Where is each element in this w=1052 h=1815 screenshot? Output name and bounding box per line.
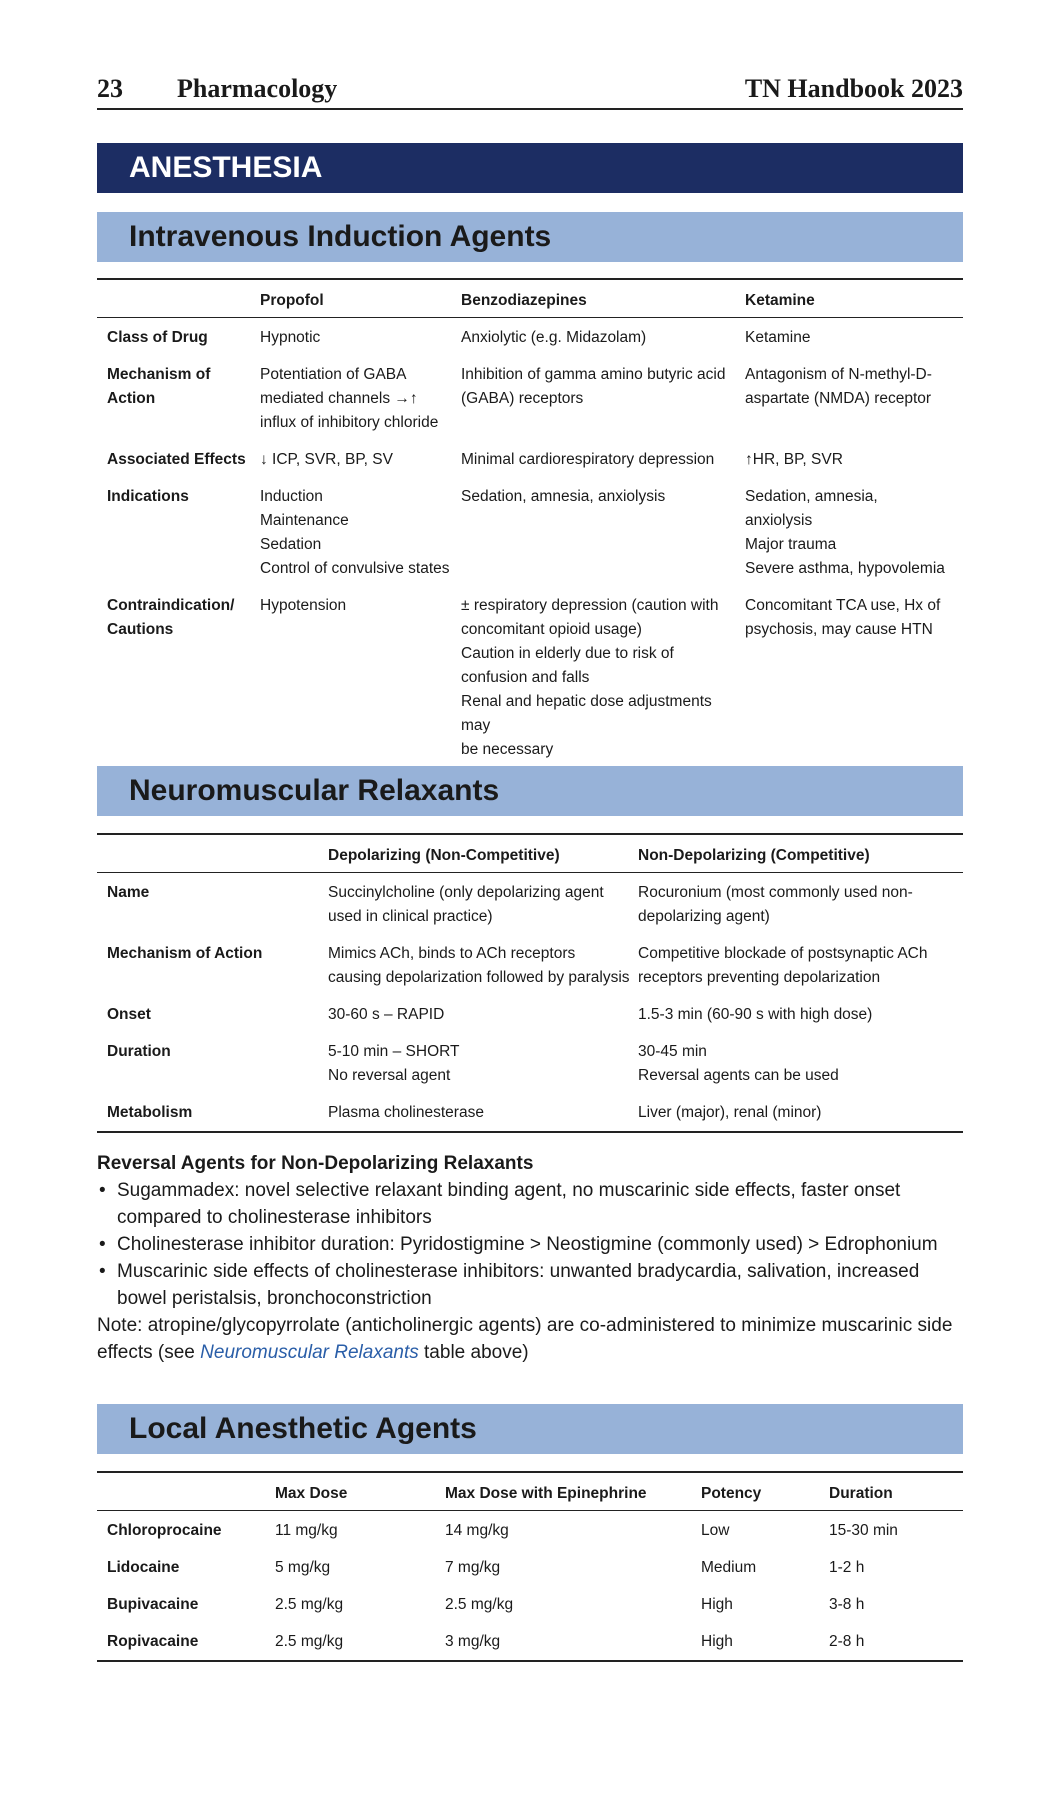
table-cell: Concomitant TCA use, Hx of psychosis, may cause HTN — [745, 597, 941, 638]
table-cell: 5-10 min – SHORT No reversal agent — [328, 1043, 460, 1084]
neuromuscular-table-link[interactable]: Neuromuscular Relaxants — [200, 1342, 419, 1363]
table-row — [97, 1586, 963, 1623]
table-cell: Succinylcholine (only depolarizing agent used in clinical practice) — [328, 884, 604, 925]
table-cell: High — [701, 1596, 733, 1613]
table-cell: ↑HR, BP, SVR — [745, 451, 843, 468]
column-header: Ketamine — [745, 279, 963, 318]
list-item — [97, 1258, 963, 1312]
table-cell: 3-8 h — [829, 1596, 865, 1613]
table-cell: 2-8 h — [829, 1633, 865, 1650]
table-cell: Sedation, amnesia, anxiolysis Major trauma Severe asthma, hypovolemia — [745, 488, 945, 577]
table-row — [97, 441, 963, 478]
column-header — [97, 834, 328, 873]
table-cell: Rocuronium (most commonly used non- depolarizing agent) — [638, 884, 913, 925]
table-cell: Mimics ACh, binds to ACh receptors causing depolarization followed by paralysis — [328, 945, 630, 986]
neuromuscular-banner: Neuromuscular Relaxants — [97, 766, 963, 816]
table-cell: Potentiation of GABA mediated channels →↑ influx of inhibitory chloride — [260, 366, 439, 431]
reversal-agents-section — [97, 1150, 963, 1366]
list-item — [97, 1177, 963, 1231]
bullet-icon: • — [99, 1180, 106, 1201]
list-item-text: Cholinesterase inhibitor duration: Pyridostigmine > Neostigmine (commonly used) > Edrophonium — [117, 1234, 938, 1255]
table-cell: Ketamine — [745, 329, 811, 346]
column-header: Non-Depolarizing (Competitive) — [638, 834, 963, 873]
table-cell: Hypnotic — [260, 329, 321, 346]
list-item-text: Sugammadex: novel selective relaxant binding agent, no muscarinic side effects, faster onset compared to cholinesterase inhibitors — [117, 1180, 901, 1228]
row-header: Ropivacaine — [107, 1633, 199, 1650]
table-cell: Low — [701, 1522, 730, 1539]
row-header: Contraindication/ Cautions — [107, 597, 235, 638]
neuromuscular-table — [97, 833, 963, 1133]
table-row — [97, 935, 963, 996]
column-header: Max Dose with Epinephrine — [445, 1472, 701, 1511]
table-cell: Sedation, amnesia, anxiolysis — [461, 488, 666, 505]
table-cell: 2.5 mg/kg — [275, 1633, 344, 1650]
row-header: Associated Effects — [107, 451, 246, 468]
table-row — [97, 318, 963, 357]
book-title: TN Handbook 2023 — [744, 74, 963, 103]
table-header-row — [97, 834, 963, 873]
row-header: Metabolism — [107, 1104, 193, 1121]
table-row — [97, 356, 963, 441]
row-header: Indications — [107, 488, 189, 505]
table-cell: 7 mg/kg — [445, 1559, 501, 1576]
table-header-row — [97, 1472, 963, 1511]
row-header: Name — [107, 884, 150, 901]
column-header — [97, 279, 260, 318]
note-text: table above) — [418, 1342, 529, 1363]
row-header: Lidocaine — [107, 1559, 180, 1576]
table-row — [97, 478, 963, 587]
bullet-icon: • — [99, 1261, 106, 1282]
table-cell: 3 mg/kg — [445, 1633, 501, 1650]
column-header: Potency — [701, 1472, 829, 1511]
table-cell: 2.5 mg/kg — [445, 1596, 514, 1613]
table-cell: Plasma cholinesterase — [328, 1104, 484, 1121]
table-cell: 15-30 min — [829, 1522, 898, 1539]
table-cell: Liver (major), renal (minor) — [638, 1104, 822, 1121]
row-header: Mechanism of Action — [107, 945, 263, 962]
section-title: Pharmacology — [177, 74, 338, 103]
table-cell: 14 mg/kg — [445, 1522, 509, 1539]
row-header: Onset — [107, 1006, 151, 1023]
chapter-banner: ANESTHESIA — [97, 143, 963, 193]
table-cell: 1.5-3 min (60-90 s with high dose) — [638, 1006, 873, 1023]
table-cell: 30-60 s – RAPID — [328, 1006, 445, 1023]
table-row — [97, 996, 963, 1033]
table-cell: 30-45 min Reversal agents can be used — [638, 1043, 839, 1084]
table-cell: 2.5 mg/kg — [275, 1596, 344, 1613]
row-header: Mechanism of Action — [107, 366, 211, 407]
column-header — [97, 1472, 275, 1511]
page-number: 23 — [97, 74, 123, 103]
table-cell: Hypotension — [260, 597, 347, 614]
table-cell: 5 mg/kg — [275, 1559, 331, 1576]
table-row — [97, 1623, 963, 1661]
table-cell: 11 mg/kg — [275, 1522, 338, 1539]
row-header: Duration — [107, 1043, 171, 1060]
table-header-row — [97, 279, 963, 318]
table-cell: ↓ ICP, SVR, BP, SV — [260, 451, 393, 468]
table-row — [97, 1033, 963, 1094]
table-cell: Medium — [701, 1559, 757, 1576]
table-row — [97, 873, 963, 936]
iv-induction-banner: Intravenous Induction Agents — [97, 212, 963, 262]
table-cell: High — [701, 1633, 733, 1650]
row-header: Class of Drug — [107, 329, 208, 346]
row-header: Chloroprocaine — [107, 1522, 222, 1539]
table-cell: Inhibition of gamma amino butyric acid (GABA) receptors — [461, 366, 726, 407]
table-cell: ± respiratory depression (caution with concomitant opioid usage) Caution in elderly due to risk of confusion and falls Renal and hepatic dose adjustments may be necessary — [461, 597, 719, 758]
running-head — [97, 72, 963, 110]
row-header: Bupivacaine — [107, 1596, 199, 1613]
local-anesthetics-table — [97, 1471, 963, 1662]
table-cell: Anxiolytic (e.g. Midazolam) — [461, 329, 647, 346]
bullet-icon: • — [99, 1234, 106, 1255]
note-text: Note: atropine/glycopyrrolate (anticholinergic agents) are co-administered to minimize muscarinic side effects (see — [97, 1315, 953, 1363]
list-item-text: Muscarinic side effects of cholinesterase inhibitors: unwanted bradycardia, salivation, increased bowel peristalsis, bronchoconstriction — [117, 1261, 920, 1309]
table-row — [97, 1511, 963, 1550]
table-cell: Minimal cardiorespiratory depression — [461, 451, 715, 468]
reversal-heading: Reversal Agents for Non-Depolarizing Relaxants — [97, 1153, 534, 1174]
list-item — [97, 1231, 963, 1258]
column-header: Depolarizing (Non-Competitive) — [328, 834, 638, 873]
table-row — [97, 1094, 963, 1132]
iv-induction-table — [97, 278, 963, 770]
column-header: Max Dose — [275, 1472, 445, 1511]
table-row — [97, 1549, 963, 1586]
table-cell: Induction Maintenance Sedation Control of convulsive states — [260, 488, 450, 577]
local-anesthetics-banner: Local Anesthetic Agents — [97, 1404, 963, 1454]
table-row — [97, 587, 963, 769]
reversal-list — [97, 1177, 963, 1312]
table-cell: Competitive blockade of postsynaptic ACh receptors preventing depolarization — [638, 945, 928, 986]
reversal-note — [97, 1312, 963, 1366]
column-header: Propofol — [260, 279, 461, 318]
column-header: Duration — [829, 1472, 963, 1511]
column-header: Benzodiazepines — [461, 279, 745, 318]
table-cell: 1-2 h — [829, 1559, 865, 1576]
table-cell: Antagonism of N-methyl-D- aspartate (NMDA) receptor — [745, 366, 932, 407]
